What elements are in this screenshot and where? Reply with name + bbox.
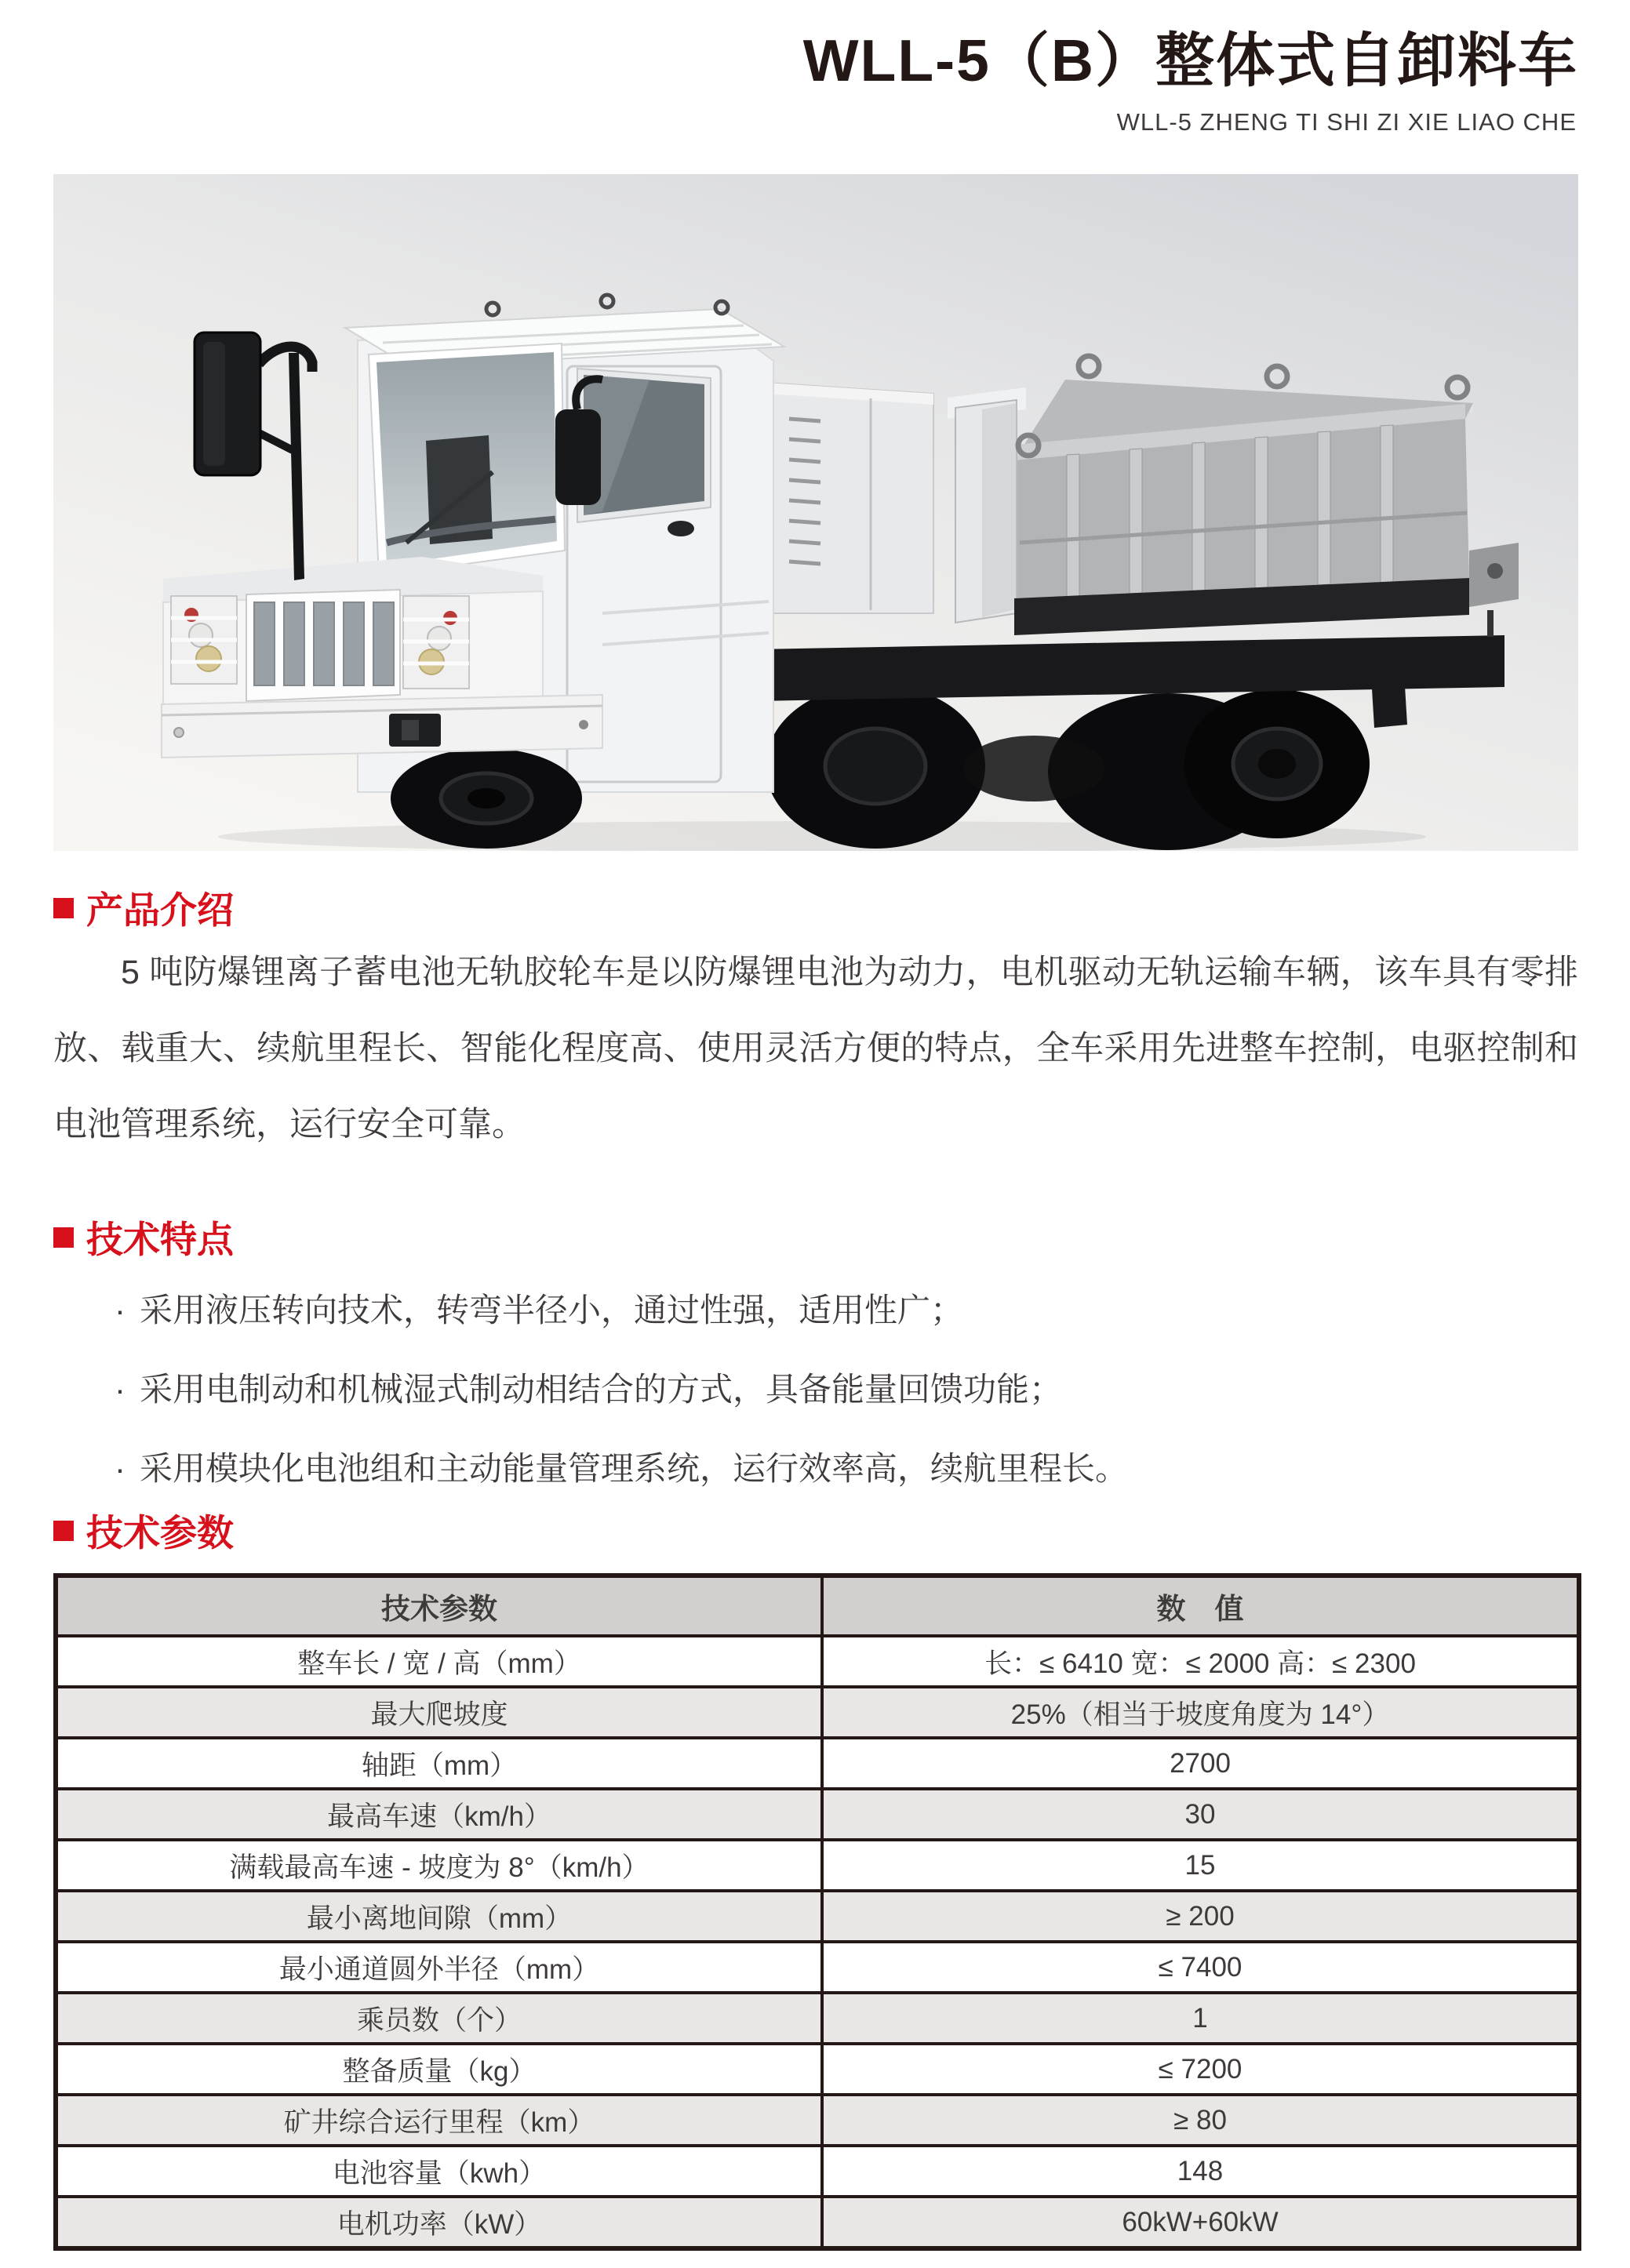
spec-row xyxy=(56,2146,1579,2197)
left-headlight xyxy=(171,596,237,684)
intro-paragraph: 5 吨防爆锂离子蓄电池无轨胶轮车是以防爆锂电池为动力，电机驱动无轨运输车辆，该车具有零排放、载重大、续航里程长、智能化程度高、使用灵活方便的特点，全车采用先进整车控制，电驱控制和电池管理系统，运行安全可靠。 xyxy=(53,954,1578,1143)
spec-row xyxy=(56,1738,1579,1789)
spec-param-cell: 整车长 / 宽 / 高（mm） xyxy=(56,1636,822,1687)
feature-text: 采用电制动和机械湿式制动相结合的方式，具备能量回馈功能； xyxy=(140,1371,1063,1408)
spec-table-header-row xyxy=(56,1576,1579,1636)
spec-row xyxy=(56,2197,1579,2248)
feature-item xyxy=(115,1270,1630,1350)
spec-value-cell: 15 xyxy=(822,1840,1579,1891)
spec-param-cell: 满载最高车速 - 坡度为 8°（km/h） xyxy=(56,1840,822,1891)
spec-row xyxy=(56,1840,1579,1891)
col-header-value: 数 值 xyxy=(822,1576,1579,1636)
spec-param-cell: 矿井综合运行里程（km） xyxy=(56,2095,822,2146)
section-heading-params xyxy=(53,1504,234,1557)
feature-text: 采用模块化电池组和主动能量管理系统，运行效率高，续航里程长。 xyxy=(140,1450,1129,1487)
front-wheel xyxy=(391,748,582,849)
red-square-bullet xyxy=(53,898,74,918)
feature-bullet-dot: · xyxy=(115,1450,126,1487)
feature-item xyxy=(115,1429,1630,1508)
grille-slots xyxy=(254,602,394,685)
spec-param-cell: 最小通道圆外半径（mm） xyxy=(56,1942,822,1993)
section-heading-features xyxy=(53,1211,234,1263)
page-subtitle: WLL-5 ZHENG TI SHI ZI XIE LIAO CHE xyxy=(1116,108,1577,136)
section-title: 技术参数 xyxy=(86,1512,234,1554)
red-square-bullet xyxy=(53,1227,74,1248)
spec-row xyxy=(56,1636,1579,1687)
spec-param-cell: 最小离地间隙（mm） xyxy=(56,1891,822,1942)
door-handle xyxy=(668,521,694,536)
spec-row xyxy=(56,2095,1579,2146)
spec-param-cell: 最高车速（km/h） xyxy=(56,1789,822,1840)
spec-value-cell: ≤ 7400 xyxy=(822,1942,1579,1993)
hood-front-end xyxy=(162,557,602,758)
spec-row xyxy=(56,1891,1579,1942)
spec-param-cell: 乘员数（个） xyxy=(56,1993,822,2044)
spec-param-cell: 轴距（mm） xyxy=(56,1738,822,1789)
spec-param-cell: 电机功率（kW） xyxy=(56,2197,822,2248)
right-headlight xyxy=(403,596,469,689)
front-bumper xyxy=(162,695,602,758)
page-title: WLL-5（B）整体式自卸料车 xyxy=(802,27,1578,93)
spec-value-cell: ≤ 7200 xyxy=(822,2044,1579,2095)
section-heading-intro xyxy=(53,881,234,934)
spec-table-body xyxy=(56,1636,1579,2248)
spec-row xyxy=(56,1993,1579,2044)
feature-bullet-dot: · xyxy=(115,1292,126,1328)
col-header-parameter: 技术参数 xyxy=(56,1576,822,1636)
red-square-bullet xyxy=(53,1521,74,1541)
section-title: 产品介绍 xyxy=(86,889,234,931)
right-mirror xyxy=(555,409,601,505)
spec-param-cell: 最大爬坡度 xyxy=(56,1687,822,1738)
spec-param-cell: 电池容量（kwh） xyxy=(56,2146,822,2197)
spec-value-cell: 长：≤ 6410 宽：≤ 2000 高：≤ 2300 xyxy=(822,1636,1579,1687)
features-list xyxy=(53,1270,1630,1508)
spec-value-cell: 25%（相当于坡度角度为 14°） xyxy=(822,1687,1579,1738)
spec-value-cell: 30 xyxy=(822,1789,1579,1840)
spec-row xyxy=(56,1789,1579,1840)
feature-bullet-dot: · xyxy=(115,1371,126,1408)
spec-table xyxy=(53,1573,1581,2251)
feature-text: 采用液压转向技术，转弯半径小，通过性强，适用性广； xyxy=(140,1292,964,1328)
spec-value-cell: 60kW+60kW xyxy=(822,2197,1579,2248)
section-title: 技术特点 xyxy=(86,1219,234,1260)
spec-value-cell: 2700 xyxy=(822,1738,1579,1789)
spec-row xyxy=(56,1687,1579,1738)
spec-value-cell: ≥ 80 xyxy=(822,2095,1579,2146)
spec-value-cell: 148 xyxy=(822,2146,1579,2197)
spec-row xyxy=(56,2044,1579,2095)
spec-value-cell: 1 xyxy=(822,1993,1579,2044)
spec-param-cell: 整备质量（kg） xyxy=(56,2044,822,2095)
feature-item xyxy=(115,1350,1630,1429)
truck-illustration xyxy=(53,174,1578,851)
product-image xyxy=(53,174,1578,851)
spec-row xyxy=(56,1942,1579,1993)
spec-value-cell: ≥ 200 xyxy=(822,1891,1579,1942)
